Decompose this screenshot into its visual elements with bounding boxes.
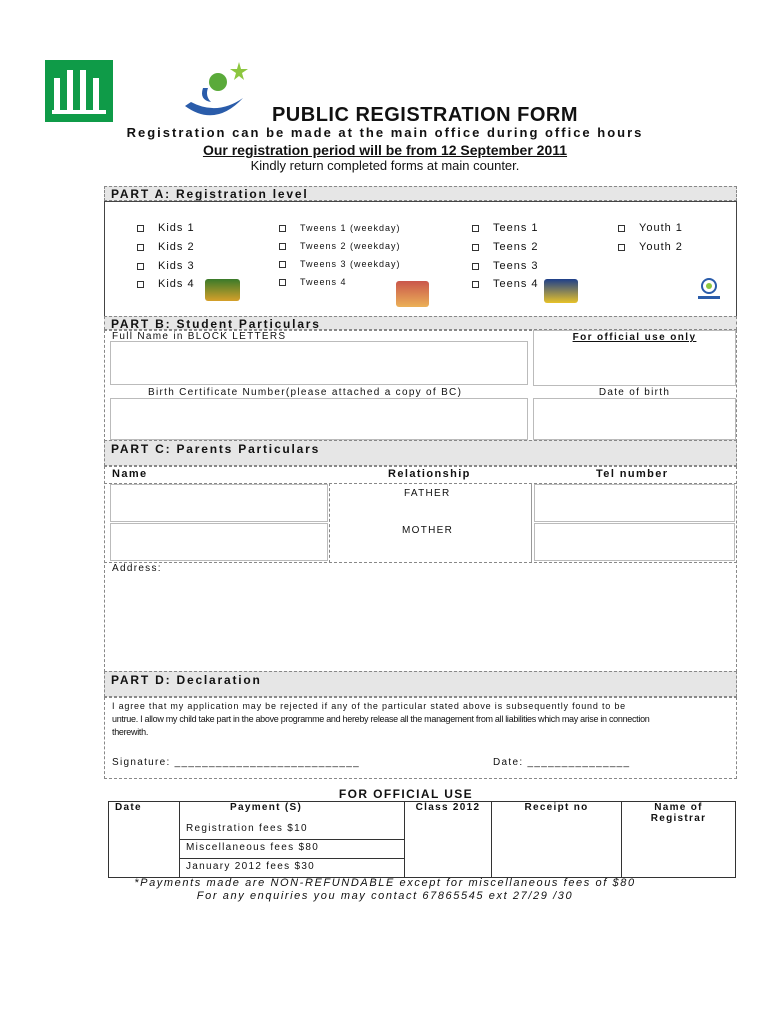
father-tel-field[interactable]: [534, 484, 735, 522]
part-d-title: PART D: Declaration: [111, 673, 262, 687]
part-d-header: [104, 671, 737, 697]
form-title: PUBLIC REGISTRATION FORM: [271, 104, 579, 126]
part-b-title: PART B: Student Particulars: [111, 317, 321, 331]
youth-1-option[interactable]: Youth 1: [618, 222, 683, 234]
kids-program-logo: [205, 279, 240, 301]
miscellaneous-fee-row: Miscellaneous fees $80: [180, 840, 405, 859]
kids-4-option[interactable]: Kids 4: [137, 278, 195, 290]
form-subtitle: Registration can be made at the main office during office hours: [126, 125, 644, 140]
official-use-box[interactable]: [533, 330, 736, 386]
tweens-3-option[interactable]: Tweens 3 (weekday): [279, 259, 401, 269]
name-column-header: Name: [112, 468, 148, 480]
date-column[interactable]: Date: [109, 802, 180, 878]
enquiry-note: For any enquiries you may contact 67865545 ext 27/29 /30: [196, 890, 574, 902]
registrar-column[interactable]: Name of Registrar: [622, 802, 736, 878]
tweens-2-option[interactable]: Tweens 2 (weekday): [279, 241, 401, 251]
father-label: FATHER: [404, 488, 451, 499]
tweens-1-option[interactable]: Tweens 1 (weekday): [279, 223, 401, 233]
tel-column-header: Tel number: [596, 468, 669, 480]
signature-line[interactable]: Signature: ___________________________: [112, 757, 360, 768]
full-name-field[interactable]: [110, 341, 528, 385]
address-label: Address:: [112, 563, 162, 574]
date-of-birth-label: Date of birth: [598, 387, 671, 398]
kids-3-option[interactable]: Kids 3: [137, 260, 195, 272]
mother-name-field[interactable]: [110, 523, 328, 561]
birth-certificate-field[interactable]: [110, 398, 528, 440]
birth-certificate-label: Birth Certificate Number(please attached a copy of BC): [148, 387, 463, 398]
tweens-program-logo: [396, 281, 429, 307]
kids-1-option[interactable]: Kids 1: [137, 222, 195, 234]
part-a-header: [104, 186, 737, 201]
tweens-4-option[interactable]: Tweens 4: [279, 277, 347, 287]
part-a-title: PART A: Registration level: [111, 187, 309, 201]
mother-tel-field[interactable]: [534, 523, 735, 561]
receipt-column[interactable]: Receipt no: [492, 802, 622, 878]
teens-3-option[interactable]: Teens 3: [472, 260, 539, 272]
official-use-label: For official use only: [572, 332, 697, 343]
part-c-header: [104, 440, 737, 466]
date-line[interactable]: Date: _______________: [493, 757, 631, 768]
official-use-table: [108, 801, 736, 878]
full-name-label: Full Name in BLOCK LETTERS: [112, 331, 287, 342]
payment-column-header: Payment (S): [180, 802, 405, 821]
part-b-header: [104, 316, 737, 330]
official-use-title: FOR OFFICIAL USE: [338, 787, 474, 801]
declaration-text: I agree that my application may be rejected if any of the particular stated above is subsequently found to be untrue. I allow my child take part in the above programme and hereby release all the management from all liabilities which may arise in connection therewith.: [112, 701, 650, 737]
part-c-title: PART C: Parents Particulars: [111, 442, 321, 456]
return-instruction: Kindly return completed forms at main counter.: [250, 158, 520, 173]
kids-2-option[interactable]: Kids 2: [137, 241, 195, 253]
address-field[interactable]: [110, 576, 734, 670]
teens-program-logo: [544, 279, 578, 303]
youth-program-logo: [694, 276, 724, 302]
registration-fee-row: Registration fees $10: [180, 821, 405, 840]
refund-note: *Payments made are NON-REFUNDABLE except for miscellaneous fees of $80: [134, 877, 636, 889]
youth-2-option[interactable]: Youth 2: [618, 241, 683, 253]
mother-label: MOTHER: [402, 525, 454, 536]
january-fee-row: January 2012 fees $30: [180, 859, 405, 878]
teens-4-option[interactable]: Teens 4: [472, 278, 539, 290]
registration-period: Our registration period will be from 12 September 2011: [202, 142, 568, 158]
date-of-birth-field[interactable]: [533, 398, 736, 440]
teens-2-option[interactable]: Teens 2: [472, 241, 539, 253]
relationship-column-header: Relationship: [388, 468, 471, 480]
father-name-field[interactable]: [110, 484, 328, 522]
teens-1-option[interactable]: Teens 1: [472, 222, 539, 234]
class-column[interactable]: Class 2012: [405, 802, 492, 878]
